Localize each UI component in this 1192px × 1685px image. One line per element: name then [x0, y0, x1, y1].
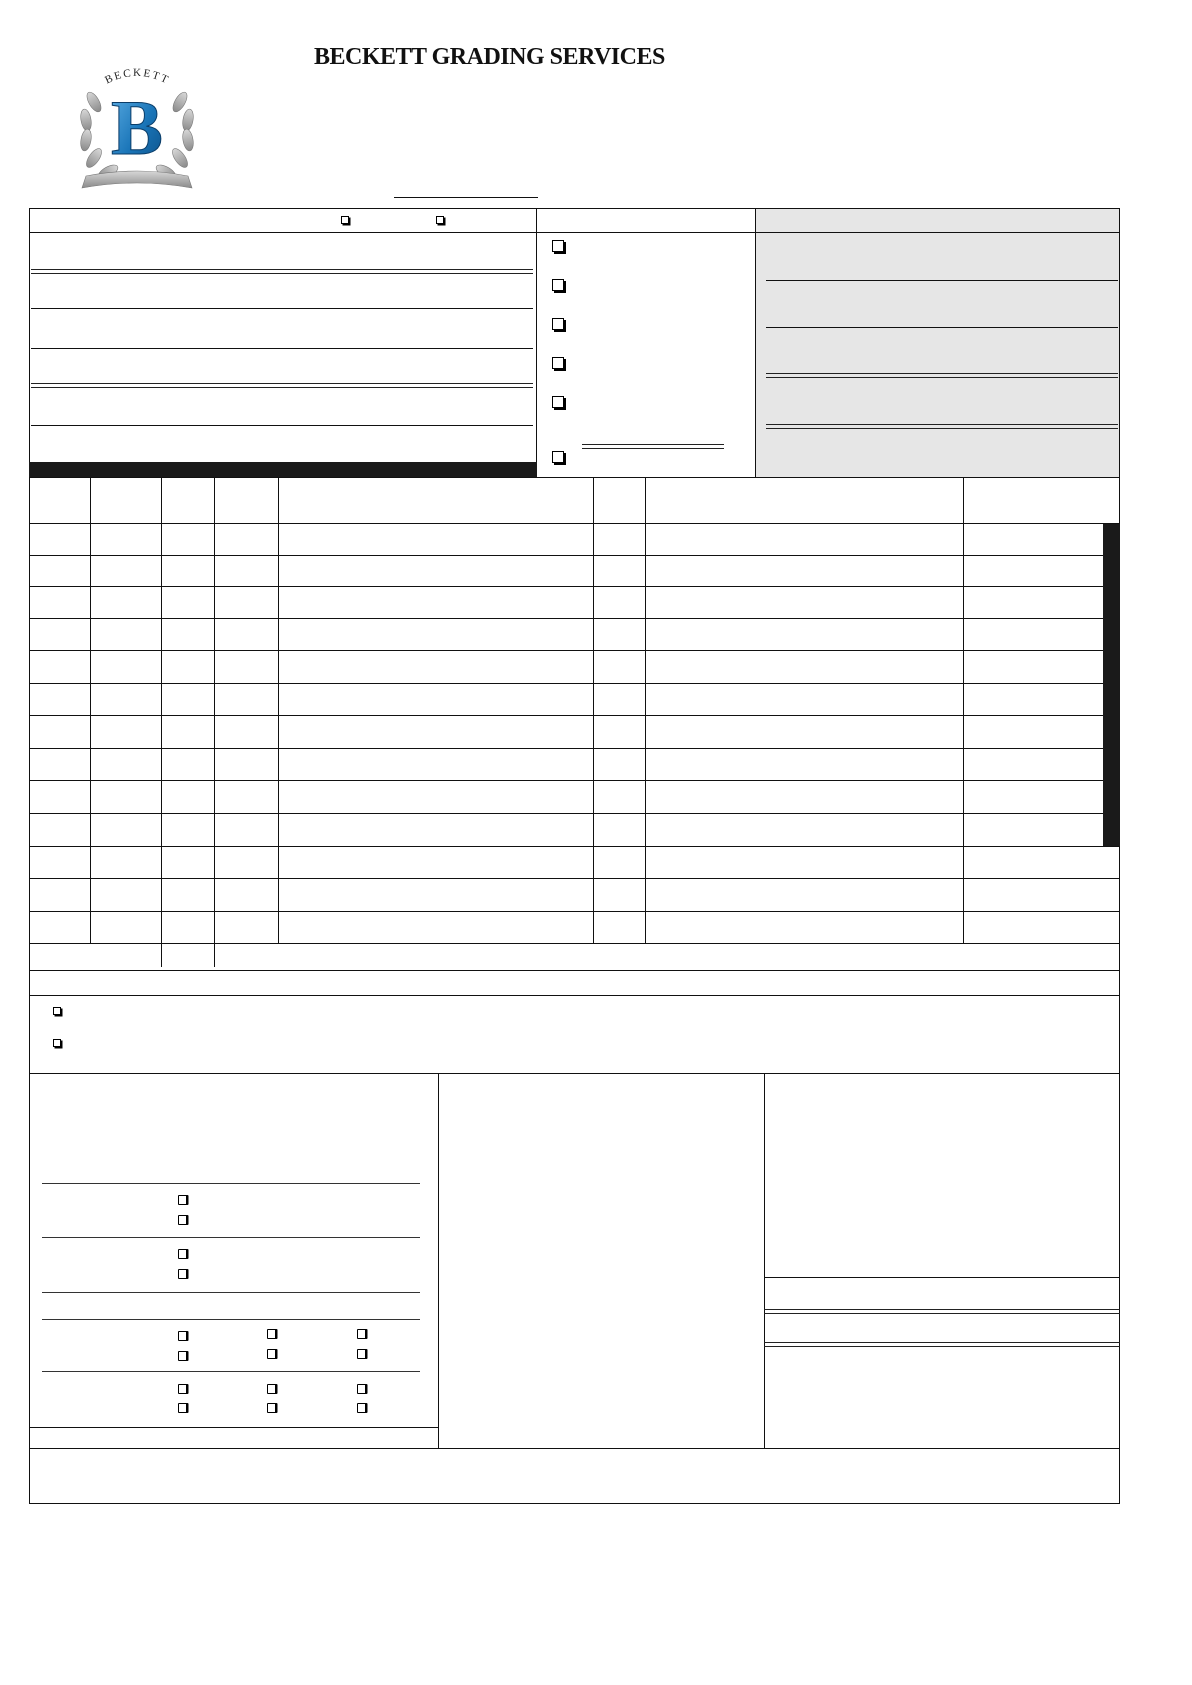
office-use-panel [756, 209, 1119, 477]
shipping-checkbox-4[interactable] [178, 1269, 187, 1279]
other-service-line [582, 444, 724, 449]
table-col-6 [645, 477, 646, 943]
table-col-4 [278, 477, 279, 943]
service-checkbox-5[interactable] [552, 396, 564, 408]
option-checkbox-2[interactable] [53, 1039, 61, 1047]
table-row-line [29, 878, 1120, 879]
shipping-checkbox-2[interactable] [178, 1215, 187, 1225]
table-bottom-line [29, 970, 1120, 971]
section-bar [29, 462, 537, 477]
signature-top-line [29, 1448, 1120, 1449]
shipping-checkbox-1[interactable] [178, 1195, 187, 1205]
payment-checkbox-6[interactable] [357, 1349, 366, 1359]
bottom-col-divider-1 [438, 1073, 439, 1449]
payment-checkbox-5[interactable] [267, 1349, 276, 1359]
table-row-line [29, 555, 1103, 556]
shipping-line-3 [42, 1292, 420, 1293]
date-underline [394, 197, 538, 198]
field-line-2 [31, 308, 533, 309]
table-top-line [29, 477, 1120, 478]
shipping-checkbox-3[interactable] [178, 1249, 187, 1259]
table-row-line [29, 715, 1103, 716]
shipping-line-2 [42, 1237, 420, 1238]
option-checkbox-1[interactable] [53, 1007, 61, 1015]
office-line-2 [766, 327, 1118, 328]
table-col-2 [161, 477, 162, 967]
table-row-line [29, 618, 1103, 619]
totals-line-3 [764, 1342, 1120, 1347]
table-totals-line [29, 943, 1120, 944]
office-line-3 [766, 373, 1118, 378]
customer-type-checkbox-2[interactable] [436, 216, 444, 224]
payment-line [42, 1371, 420, 1372]
service-checkbox-4[interactable] [552, 357, 564, 369]
svg-text:B: B [110, 84, 164, 171]
table-row-line [29, 748, 1103, 749]
card-checkbox-6[interactable] [357, 1403, 366, 1413]
office-line-4 [766, 424, 1118, 429]
options-bottom-line [29, 1073, 1120, 1074]
beckett-seal-icon [72, 62, 202, 192]
shipping-line-4 [42, 1319, 420, 1320]
customer-type-checkbox-1[interactable] [341, 216, 349, 224]
table-row-line [29, 586, 1103, 587]
payment-checkbox-1[interactable] [178, 1331, 187, 1341]
table-header-line [29, 523, 1120, 524]
payment-checkbox-2[interactable] [267, 1329, 276, 1339]
card-checkbox-5[interactable] [267, 1403, 276, 1413]
table-row-line [29, 780, 1103, 781]
card-checkbox-1[interactable] [178, 1384, 187, 1394]
col-divider-left [536, 208, 537, 478]
service-checkbox-6[interactable] [552, 451, 564, 463]
payment-checkbox-4[interactable] [178, 1351, 187, 1361]
table-col-5 [593, 477, 594, 943]
table-col-3 [214, 477, 215, 967]
service-checkbox-3[interactable] [552, 318, 564, 330]
header-row-line [29, 232, 1120, 233]
totals-line-1 [764, 1277, 1120, 1278]
service-checkbox-1[interactable] [552, 240, 564, 252]
card-checkbox-4[interactable] [178, 1403, 187, 1413]
payment-bottom-line [29, 1427, 438, 1428]
bottom-col-divider-2 [764, 1073, 765, 1449]
field-line-4 [31, 383, 533, 388]
card-checkbox-3[interactable] [357, 1384, 366, 1394]
company-logo [72, 62, 202, 192]
card-checkbox-2[interactable] [267, 1384, 276, 1394]
field-line-5 [31, 425, 533, 426]
table-row-line [29, 813, 1103, 814]
table-row-line [29, 911, 1120, 912]
shipping-line-1 [42, 1183, 420, 1184]
field-line-1 [31, 269, 533, 274]
field-line-3 [31, 348, 533, 349]
table-side-bar [1103, 524, 1120, 846]
table-col-1 [90, 477, 91, 943]
payment-checkbox-3[interactable] [357, 1329, 366, 1339]
service-checkbox-2[interactable] [552, 279, 564, 291]
totals-line-2 [764, 1309, 1120, 1314]
table-row-line [29, 846, 1120, 847]
table-row-line [29, 683, 1103, 684]
company-name: BECKETT GRADING SERVICES [314, 44, 665, 70]
options-top-line [29, 995, 1120, 996]
svg-text:BECKETT: BECKETT [103, 66, 172, 87]
office-line-1 [766, 280, 1118, 281]
table-col-7 [963, 477, 964, 943]
col-divider-right [755, 208, 756, 478]
table-row-line [29, 650, 1103, 651]
